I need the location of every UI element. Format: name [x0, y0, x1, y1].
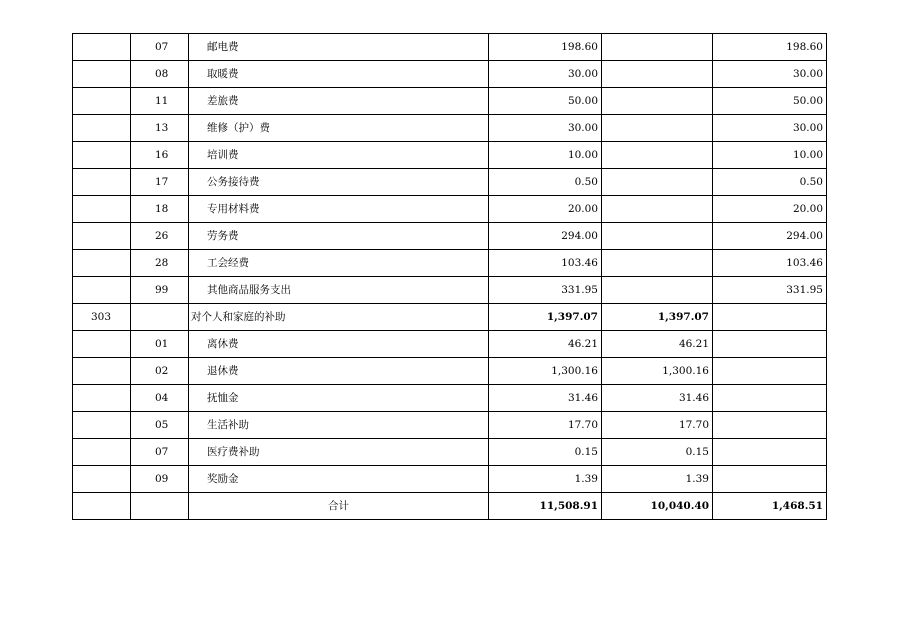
project-amount-cell: 331.95 [713, 277, 827, 304]
item-code-cell: 28 [131, 250, 189, 277]
item-code-cell: 07 [131, 439, 189, 466]
item-name-cell: 公务接待费 [189, 169, 489, 196]
table-row [73, 250, 827, 277]
table-row [73, 115, 827, 142]
class-code-cell [73, 61, 131, 88]
project-amount-cell: 50.00 [713, 88, 827, 115]
total-amount-cell: 1.39 [489, 466, 602, 493]
total-class-cell [73, 493, 131, 520]
class-code-cell [73, 358, 131, 385]
total-amount-cell: 0.50 [489, 169, 602, 196]
class-code-cell [73, 466, 131, 493]
item-name-cell: 奖励金 [189, 466, 489, 493]
project-amount-cell: 294.00 [713, 223, 827, 250]
total-amount-cell: 294.00 [489, 223, 602, 250]
basic-amount-cell: 31.46 [602, 385, 713, 412]
total-amount-cell: 20.00 [489, 196, 602, 223]
basic-amount-cell: 1,397.07 [602, 304, 713, 331]
item-code-cell: 08 [131, 61, 189, 88]
project-amount-cell [713, 466, 827, 493]
basic-amount-cell [602, 250, 713, 277]
item-name-cell: 培训费 [189, 142, 489, 169]
class-code-cell [73, 88, 131, 115]
project-amount-cell: 30.00 [713, 115, 827, 142]
table-row [73, 34, 827, 61]
class-code-cell [73, 250, 131, 277]
item-name-cell: 取暖费 [189, 61, 489, 88]
total-amount-cell: 198.60 [489, 34, 602, 61]
basic-amount-cell [602, 277, 713, 304]
item-name-cell: 抚恤金 [189, 385, 489, 412]
class-code-cell [73, 385, 131, 412]
total-basic-amount: 10,040.40 [602, 493, 713, 520]
total-amount-cell: 331.95 [489, 277, 602, 304]
total-amount-cell: 103.46 [489, 250, 602, 277]
item-code-cell: 18 [131, 196, 189, 223]
item-code-cell: 26 [131, 223, 189, 250]
table-row [73, 466, 827, 493]
project-amount-cell [713, 439, 827, 466]
item-name-cell: 邮电费 [189, 34, 489, 61]
item-name-cell: 差旅费 [189, 88, 489, 115]
total-row [73, 493, 827, 520]
total-amount-cell: 30.00 [489, 115, 602, 142]
expenditure-table [72, 33, 827, 520]
item-code-cell: 09 [131, 466, 189, 493]
item-code-cell [131, 304, 189, 331]
basic-amount-cell: 1.39 [602, 466, 713, 493]
item-name-cell: 退休费 [189, 358, 489, 385]
basic-amount-cell [602, 61, 713, 88]
class-code-cell [73, 223, 131, 250]
item-name-cell: 医疗费补助 [189, 439, 489, 466]
total-amount-cell: 30.00 [489, 61, 602, 88]
table-row [73, 304, 827, 331]
class-code-cell [73, 115, 131, 142]
item-code-cell: 16 [131, 142, 189, 169]
project-amount-cell: 103.46 [713, 250, 827, 277]
total-project-amount: 1,468.51 [713, 493, 827, 520]
class-code-cell [73, 169, 131, 196]
project-amount-cell [713, 304, 827, 331]
basic-amount-cell: 17.70 [602, 412, 713, 439]
total-amount: 11,508.91 [489, 493, 602, 520]
project-amount-cell: 30.00 [713, 61, 827, 88]
total-amount-cell: 17.70 [489, 412, 602, 439]
project-amount-cell [713, 358, 827, 385]
item-code-cell: 13 [131, 115, 189, 142]
item-name-cell: 其他商品服务支出 [189, 277, 489, 304]
item-code-cell: 11 [131, 88, 189, 115]
total-amount-cell: 0.15 [489, 439, 602, 466]
item-name-cell: 劳务费 [189, 223, 489, 250]
basic-amount-cell [602, 34, 713, 61]
project-amount-cell: 198.60 [713, 34, 827, 61]
table-row [73, 331, 827, 358]
class-code-cell [73, 331, 131, 358]
item-name-cell: 专用材料费 [189, 196, 489, 223]
class-code-cell [73, 34, 131, 61]
project-amount-cell: 10.00 [713, 142, 827, 169]
class-code-cell: 303 [73, 304, 131, 331]
table-row [73, 169, 827, 196]
item-name-cell: 生活补助 [189, 412, 489, 439]
table-row [73, 277, 827, 304]
basic-amount-cell [602, 142, 713, 169]
basic-amount-cell [602, 196, 713, 223]
table-row [73, 61, 827, 88]
table-row [73, 412, 827, 439]
basic-amount-cell: 46.21 [602, 331, 713, 358]
table-row [73, 358, 827, 385]
item-name-cell: 工会经费 [189, 250, 489, 277]
table-row [73, 196, 827, 223]
class-code-cell [73, 412, 131, 439]
project-amount-cell [713, 331, 827, 358]
total-amount-cell: 46.21 [489, 331, 602, 358]
table-row [73, 385, 827, 412]
table-row [73, 223, 827, 250]
basic-amount-cell [602, 169, 713, 196]
basic-amount-cell: 0.15 [602, 439, 713, 466]
class-code-cell [73, 439, 131, 466]
item-code-cell: 99 [131, 277, 189, 304]
table-row [73, 439, 827, 466]
item-name-cell: 维修（护）费 [189, 115, 489, 142]
total-item-cell [131, 493, 189, 520]
basic-amount-cell [602, 88, 713, 115]
total-amount-cell: 50.00 [489, 88, 602, 115]
total-amount-cell: 1,300.16 [489, 358, 602, 385]
item-code-cell: 02 [131, 358, 189, 385]
total-amount-cell: 1,397.07 [489, 304, 602, 331]
item-code-cell: 05 [131, 412, 189, 439]
class-code-cell [73, 277, 131, 304]
total-amount-cell: 31.46 [489, 385, 602, 412]
project-amount-cell [713, 385, 827, 412]
item-code-cell: 01 [131, 331, 189, 358]
total-label: 合计 [189, 493, 489, 520]
table-row [73, 88, 827, 115]
table-row [73, 142, 827, 169]
table-body [73, 34, 827, 520]
item-name-cell: 离休费 [189, 331, 489, 358]
class-code-cell [73, 196, 131, 223]
class-code-cell [73, 142, 131, 169]
basic-amount-cell: 1,300.16 [602, 358, 713, 385]
basic-amount-cell [602, 223, 713, 250]
total-amount-cell: 10.00 [489, 142, 602, 169]
project-amount-cell: 0.50 [713, 169, 827, 196]
project-amount-cell: 20.00 [713, 196, 827, 223]
item-name-cell: 对个人和家庭的补助 [189, 304, 489, 331]
item-code-cell: 17 [131, 169, 189, 196]
project-amount-cell [713, 412, 827, 439]
item-code-cell: 07 [131, 34, 189, 61]
item-code-cell: 04 [131, 385, 189, 412]
basic-amount-cell [602, 115, 713, 142]
